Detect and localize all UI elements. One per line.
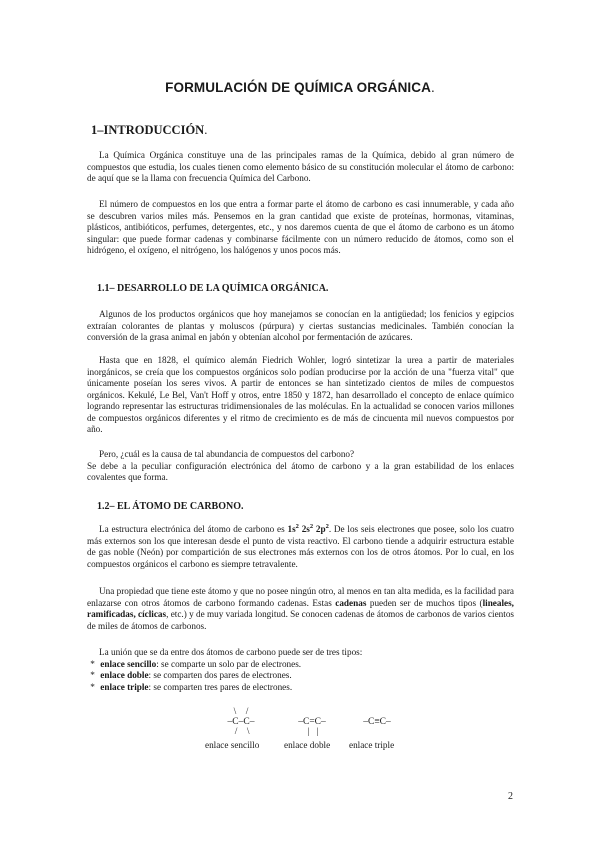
single-bond-formula: \ / –C–C– / \ — [227, 707, 255, 737]
paragraph-desarrollo-2: Hasta que en 1828, el químico alemán Fiedrich Wohler, logró sintetizar la urea a partir de materiales inorgánicos, se creía que los compuestos orgánicos solo podían producirse por la acción de una "fuerza vital" que únicamente poseían los seres vivos. A partir de entonces se han sintetizado cientos de miles de compuestos orgánicos. Kekulé, Le Bel, Van't Hoff y otros, entre 1850 y 1872, han desarrollado el concepto de enlace químico logrando representar las estructuras tridimensionales de las moléculas. En la actualidad se conocen varios millones de compuestos orgánicos diferentes y el ritmo de crecimiento es de más de cincuenta mil nuevos compuestos por año. — [87, 355, 514, 434]
list-item: * enlace triple: se comparten tres pares de electrones. — [90, 681, 293, 692]
paragraph-desarrollo-1: Algunos de los productos orgánicos que hoy manejamos se conocían en la antigüedad; los fenicios y egipcios extraían colorantes de plantas y moluscos (púrpura) y ciertas sustancias medicinales. También conocían la conversión de la grasa animal en jabón y obtenían alcohol por fermentación de azúcares. — [87, 309, 514, 342]
page-title: FORMULACIÓN DE QUÍMICA ORGÁNICA. — [165, 80, 435, 95]
paragraph-intro-2: El número de compuestos en los que entra a formar parte el átomo de carbono es casi innumerable, y cada año se descubren varios miles más. Pensemos en la gran cantidad que existe de proteínas, hormonas, vitaminas, plásticos, antibióticos, perfumes, detergentes, etc., y nos daremos cuenta de que el átomo de carbono es un átomo singular: que puede formar cadenas y combinarse fácilmente con un número reducido de átomos, como son el hidrógeno, el oxígeno, el nitrógeno, los halógenos y unos pocos más. — [87, 199, 514, 255]
paragraph-desarrollo-3: Pero, ¿cuál es la causa de tal abundancia de compuestos del carbono? Se debe a la peculiar configuración electrónica del átomo de carbono y a la gran estabilidad de los enlaces covalentes que forma. — [87, 449, 514, 482]
section-heading-desarrollo: 1.1– DESARROLLO DE LA QUÍMICA ORGÁNICA. — [97, 283, 329, 294]
paragraph-intro-1: La Química Orgánica constituye una de las principales ramas de la Química, debido al gran número de compuestos que estudia, los cuales tienen como elemento básico de su constitución molecular el átomo de carbono: de aquí que se la llama con frecuencia Química del Carbono. — [87, 150, 514, 183]
bond-types-list — [87, 647, 514, 693]
list-intro: La unión que se da entre dos átomos de carbono puede ser de tres tipos: — [99, 647, 363, 657]
section-heading-introduccion: 1–INTRODUCCIÓN. — [91, 123, 208, 137]
electron-configuration: $1s^2$ $2s^2$ $2p^2$ — [287, 522, 329, 534]
paragraph-atomo-2: Una propiedad que tiene este átomo y que no posee ningún otro, al menos en tan alta medida, es la facilidad para enlazarse con otros átomos de carbono formando cadenas. Estas cadenas pueden ser de muchos tipos (lineales, ramificadas, cíclicas, etc.) y de muy variada longitud. Se conocen cadenas de átomos de carbonos de varios cientos de miles de átomos de carbonos. — [87, 586, 514, 631]
paragraph-atomo-1: La estructura electrónica del átomo de carbono es $1s^2$ $2s^2$ $2p^2$. De los seis electrones que posee, solo los cuatro más externos son los que interesan desde el punto de vista reactivo. El carbono tiende a adquirir estructura estable de gas noble (Neón) por compartición de sus electrones más externos con los de otros átomos. Por lo cual, en los compuestos orgánicos el carbono es siempre tetravalente. — [87, 522, 515, 569]
double-bond-formula: –C=C– | | — [298, 717, 326, 737]
double-bond-label: enlace doble — [284, 740, 331, 750]
list-item: * enlace sencillo: se comparte un solo par de electrones. — [90, 658, 302, 669]
single-bond-label: enlace sencillo — [205, 740, 260, 750]
triple-bond-label: enlace triple — [349, 740, 395, 750]
section-heading-atomo-carbono: 1.2– EL ÁTOMO DE CARBONO. — [97, 501, 244, 512]
triple-bond-formula: –C≡C– — [363, 717, 391, 727]
list-item: * enlace doble: se comparten dos pares de electrones. — [90, 670, 292, 680]
page-number: 2 — [508, 791, 513, 802]
